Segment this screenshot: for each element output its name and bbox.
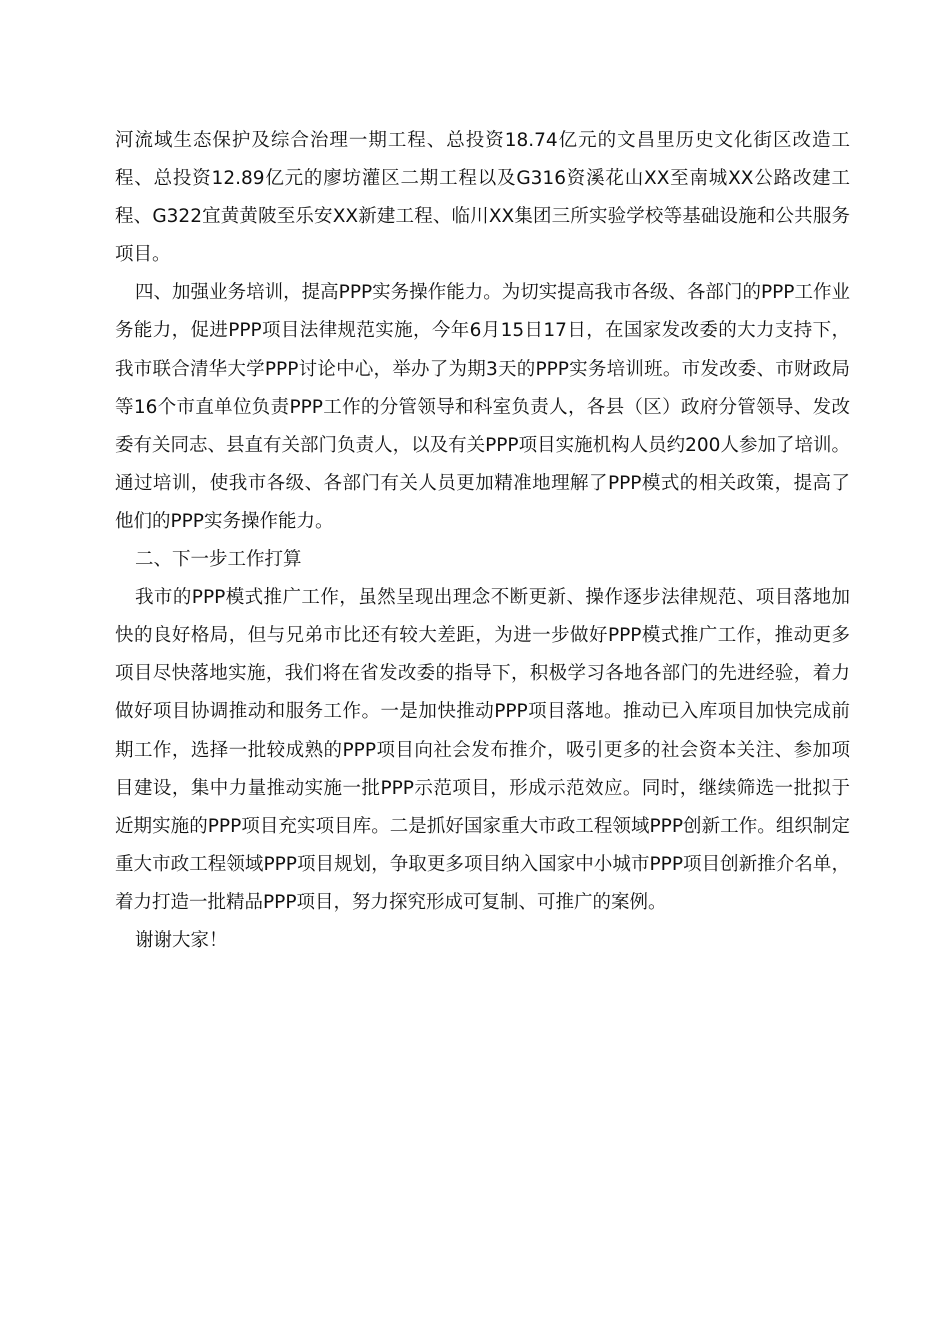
paragraph-next-steps: 我市的PPP模式推广工作，虽然呈现出理念不断更新、操作逐步法律规范、项目落地加快的良好格局，但与兄弟市比还有较大差距，为进一步做好PPP模式推广工作，推动更多项目尽快落地实施，我们将在省发改委的指导下，积极学习各地各部门的先进经验，着力做好项目协调推动和服务工作。一是加快推动PPP项目落地。推动已入库项目加快完成前期工作，选择一批较成熟的PPP项目向社会发布推介，吸引更多的社会资本关注、参加项目建设，集中力量推动实施一批PPP示范项目，形成示范效应。同时，继续筛选一批拟于近期实施的PPP项目充实项目库。二是抓好国家重大市政工程领域PPP创新工作。组织制定重大市政工程领域PPP项目规划，争取更多项目纳入国家中小城市PPP项目创新推介名单，着力打造一批精品PPP项目，努力探究形成可复制、可推广的案例。: [115, 587, 850, 913]
paragraph-training: 四、加强业务培训，提高PPP实务操作能力。为切实提高我市各级、各部门的PPP工作业务能力，促进PPP项目法律规范实施，今年6月15日17日，在国家发改委的大力支持下，我市联合清华大学PPP讨论中心，举办了为期3天的PPP实务培训班。市发改委、市财政局等16个市直单位负责PPP工作的分管领导和科室负责人，各县（区）政府分管领导、发改委有关同志、县直有关部门负责人，以及有关PPP项目实施机构人员约200人参加了培训。通过培训，使我市各级、各部门有关人员更加精准地理解了PPP模式的相关政策，提高了他们的PPP实务操作能力。: [115, 282, 850, 532]
paragraph-closing: 谢谢大家！: [135, 929, 228, 951]
paragraph-project-list-continued: 河流域生态保护及综合治理一期工程、总投资18.74亿元的文昌里历史文化街区改造工程、总投资12.89亿元的廖坊灌区二期工程以及G316资溪花山XX至南城XX公路改建工程、G322宜黄黄陂至乐安XX新建工程、临川XX集团三所实验学校等基础设施和公共服务项目。: [115, 130, 850, 266]
document-body: [115, 122, 850, 960]
section-heading-next-steps: 二、下一步工作打算: [135, 549, 302, 571]
